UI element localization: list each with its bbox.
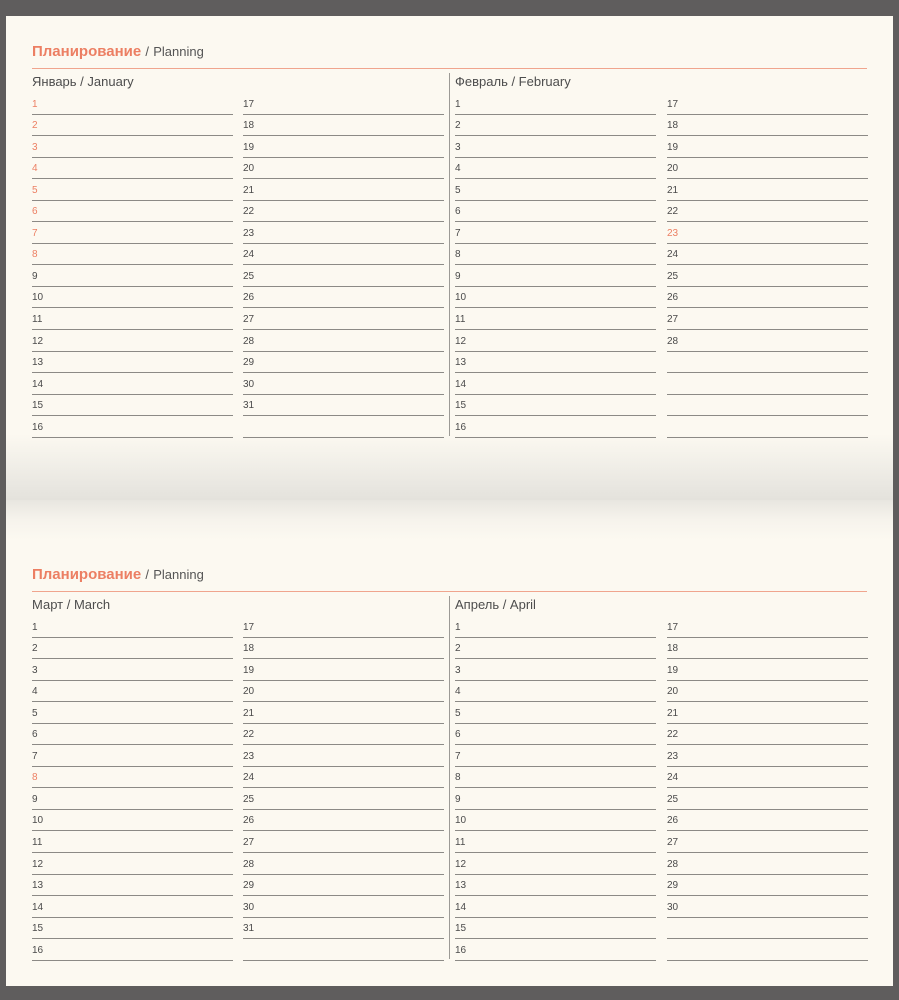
day-line: [667, 767, 868, 789]
day-number: 8: [32, 249, 38, 261]
month-label-march: Март / March: [32, 597, 111, 612]
day-line: [455, 201, 656, 223]
day-line: [667, 918, 868, 940]
day-line: [32, 616, 233, 638]
day-number: 6: [32, 729, 38, 741]
day-line: [243, 875, 444, 897]
january-days-17-31: [243, 93, 444, 438]
day-line: [243, 265, 444, 287]
day-line: [243, 896, 444, 918]
day-number: 13: [455, 880, 467, 892]
day-number: 20: [667, 163, 679, 175]
day-number: 9: [32, 270, 38, 282]
day-line: [667, 352, 868, 374]
day-number: 5: [455, 707, 461, 719]
day-number: 9: [455, 270, 461, 282]
day-line: [667, 244, 868, 266]
day-number: 8: [455, 249, 461, 261]
day-number: 16: [455, 944, 467, 956]
day-number: 28: [243, 335, 255, 347]
day-line: [667, 681, 868, 703]
day-number: 4: [455, 163, 461, 175]
day-line: [667, 810, 868, 832]
day-line: [32, 115, 233, 137]
day-number: 19: [243, 141, 255, 153]
day-line: [32, 244, 233, 266]
day-number: 31: [243, 400, 255, 412]
day-number: 12: [455, 858, 467, 870]
page-title: [32, 43, 204, 61]
february-days-17-28: [667, 93, 868, 438]
day-number: 14: [455, 901, 467, 913]
day-number: 14: [32, 378, 44, 390]
day-line: [667, 373, 868, 395]
day-number: 7: [455, 227, 461, 239]
day-line: [32, 93, 233, 115]
day-line: [243, 616, 444, 638]
day-number: 29: [243, 880, 255, 892]
day-number: 18: [243, 643, 255, 655]
day-line: [455, 158, 656, 180]
day-number: 11: [32, 837, 43, 849]
day-number: 18: [243, 120, 255, 132]
day-number: 23: [667, 227, 679, 239]
march-days-1-16: [32, 616, 233, 961]
day-line: [667, 222, 868, 244]
day-line: [243, 810, 444, 832]
day-line: [243, 308, 444, 330]
day-line: [667, 395, 868, 417]
day-line: [667, 265, 868, 287]
day-line: [455, 939, 656, 961]
day-line: [455, 115, 656, 137]
day-number: 13: [32, 357, 44, 369]
day-number: 15: [32, 923, 44, 935]
day-number: 3: [455, 141, 461, 153]
day-number: 25: [667, 270, 679, 282]
planning-spread: [6, 500, 893, 986]
day-number: 29: [243, 357, 255, 369]
day-number: 24: [667, 249, 679, 261]
day-number: 18: [667, 120, 679, 132]
day-number: 9: [455, 793, 461, 805]
day-line: [455, 373, 656, 395]
day-line: [455, 788, 656, 810]
day-line: [243, 93, 444, 115]
day-number: 27: [243, 314, 255, 326]
day-line: [243, 352, 444, 374]
day-line: [667, 201, 868, 223]
day-line: [243, 158, 444, 180]
page-title: [32, 566, 204, 584]
day-number: 6: [32, 206, 38, 218]
day-line: [32, 179, 233, 201]
day-number: 16: [32, 944, 44, 956]
day-line: [32, 918, 233, 940]
month-divider: [449, 73, 450, 436]
day-number: 3: [32, 664, 38, 676]
day-line: [32, 201, 233, 223]
day-line: [243, 918, 444, 940]
day-number: 1: [32, 621, 38, 633]
march-days-17-31: [243, 616, 444, 961]
day-number: 26: [667, 292, 679, 304]
day-number: 4: [32, 163, 38, 175]
day-number: 12: [455, 335, 467, 347]
day-line: [667, 416, 868, 438]
day-line: [455, 659, 656, 681]
title-separator: /: [145, 44, 150, 59]
month-label-february: Февраль / February: [455, 74, 571, 89]
day-number: 29: [667, 880, 679, 892]
day-number: 6: [455, 206, 461, 218]
day-number: 28: [667, 858, 679, 870]
day-number: 9: [32, 793, 38, 805]
day-line: [455, 702, 656, 724]
day-line: [243, 638, 444, 660]
planner-page-bottom: [6, 500, 893, 986]
day-number: 21: [667, 184, 679, 196]
day-line: [32, 416, 233, 438]
day-number: 15: [455, 923, 467, 935]
day-number: 2: [32, 120, 38, 132]
day-line: [32, 222, 233, 244]
day-number: 15: [455, 400, 467, 412]
day-number: 30: [243, 901, 255, 913]
day-line: [455, 831, 656, 853]
title-underline: [32, 68, 867, 69]
day-number: 15: [32, 400, 44, 412]
day-number: 16: [455, 421, 467, 433]
day-number: 3: [455, 664, 461, 676]
day-line: [243, 745, 444, 767]
day-number: 26: [243, 292, 255, 304]
day-line: [243, 179, 444, 201]
day-number: 21: [243, 184, 255, 196]
day-line: [667, 158, 868, 180]
day-line: [32, 308, 233, 330]
day-line: [32, 659, 233, 681]
day-line: [243, 330, 444, 352]
day-line: [243, 659, 444, 681]
day-line: [32, 875, 233, 897]
month-label-april: Апрель / April: [455, 597, 536, 612]
day-number: 7: [455, 750, 461, 762]
day-number: 3: [32, 141, 38, 153]
day-line: [667, 136, 868, 158]
day-line: [455, 395, 656, 417]
day-line: [243, 831, 444, 853]
day-number: 23: [243, 750, 255, 762]
day-line: [455, 681, 656, 703]
day-line: [32, 395, 233, 417]
day-line: [667, 616, 868, 638]
day-line: [455, 896, 656, 918]
day-line: [667, 93, 868, 115]
day-number: 18: [667, 643, 679, 655]
day-line: [455, 616, 656, 638]
day-line: [243, 416, 444, 438]
day-number: 10: [455, 292, 467, 304]
day-number: 27: [667, 314, 679, 326]
day-number: 22: [667, 206, 679, 218]
month-divider: [449, 596, 450, 959]
day-number: 6: [455, 729, 461, 741]
day-number: 8: [32, 772, 38, 784]
day-number: 10: [455, 815, 467, 827]
day-line: [455, 638, 656, 660]
day-line: [455, 265, 656, 287]
day-number: 17: [243, 98, 255, 110]
day-line: [455, 875, 656, 897]
day-number: 19: [243, 664, 255, 676]
day-number: 20: [243, 163, 255, 175]
day-number: 26: [667, 815, 679, 827]
day-line: [455, 853, 656, 875]
day-number: 30: [243, 378, 255, 390]
day-line: [32, 373, 233, 395]
day-number: 24: [667, 772, 679, 784]
day-line: [32, 896, 233, 918]
day-number: 23: [667, 750, 679, 762]
day-number: 19: [667, 664, 679, 676]
day-line: [32, 767, 233, 789]
day-line: [455, 767, 656, 789]
day-number: 1: [32, 98, 38, 110]
day-number: 22: [667, 729, 679, 741]
day-line: [667, 308, 868, 330]
day-number: 11: [455, 314, 466, 326]
day-number: 21: [243, 707, 255, 719]
day-line: [243, 136, 444, 158]
day-line: [243, 287, 444, 309]
title-separator: /: [145, 567, 150, 582]
day-number: 27: [243, 837, 255, 849]
day-number: 4: [32, 686, 38, 698]
day-number: 27: [667, 837, 679, 849]
day-number: 1: [455, 98, 461, 110]
day-number: 31: [243, 923, 255, 935]
day-line: [32, 939, 233, 961]
day-line: [32, 136, 233, 158]
day-line: [32, 724, 233, 746]
day-number: 7: [32, 750, 38, 762]
page-title-en: Planning: [153, 567, 204, 582]
day-line: [667, 875, 868, 897]
day-line: [667, 638, 868, 660]
day-number: 13: [455, 357, 467, 369]
day-line: [32, 638, 233, 660]
day-line: [667, 745, 868, 767]
day-number: 12: [32, 335, 44, 347]
day-line: [667, 939, 868, 961]
day-line: [667, 179, 868, 201]
day-number: 10: [32, 815, 44, 827]
day-line: [32, 352, 233, 374]
day-line: [667, 724, 868, 746]
planning-spread: [6, 16, 893, 500]
day-number: 22: [243, 206, 255, 218]
day-line: [455, 745, 656, 767]
day-number: 22: [243, 729, 255, 741]
day-line: [455, 308, 656, 330]
day-number: 25: [243, 270, 255, 282]
day-line: [455, 918, 656, 940]
day-number: 2: [455, 643, 461, 655]
day-number: 26: [243, 815, 255, 827]
day-line: [455, 724, 656, 746]
planner-page-top: [6, 16, 893, 500]
day-number: 17: [667, 621, 679, 633]
day-number: 17: [667, 98, 679, 110]
day-number: 8: [455, 772, 461, 784]
day-line: [667, 330, 868, 352]
day-line: [243, 788, 444, 810]
day-number: 20: [243, 686, 255, 698]
day-line: [667, 115, 868, 137]
day-line: [32, 330, 233, 352]
day-line: [243, 853, 444, 875]
day-line: [455, 352, 656, 374]
february-days-1-16: [455, 93, 656, 438]
day-line: [455, 244, 656, 266]
day-number: 4: [455, 686, 461, 698]
page-title-en: Planning: [153, 44, 204, 59]
day-number: 12: [32, 858, 44, 870]
day-number: 17: [243, 621, 255, 633]
day-line: [455, 416, 656, 438]
day-line: [667, 831, 868, 853]
april-days-1-16: [455, 616, 656, 961]
day-line: [667, 659, 868, 681]
day-number: 5: [32, 184, 38, 196]
day-number: 16: [32, 421, 44, 433]
day-number: 19: [667, 141, 679, 153]
day-number: 24: [243, 772, 255, 784]
day-number: 20: [667, 686, 679, 698]
day-number: 7: [32, 227, 38, 239]
day-line: [32, 287, 233, 309]
day-line: [243, 724, 444, 746]
day-number: 11: [455, 837, 466, 849]
day-number: 14: [455, 378, 467, 390]
day-line: [243, 115, 444, 137]
day-line: [32, 158, 233, 180]
day-number: 28: [243, 858, 255, 870]
day-line: [32, 831, 233, 853]
day-line: [243, 244, 444, 266]
day-number: 24: [243, 249, 255, 261]
day-line: [667, 287, 868, 309]
day-line: [667, 896, 868, 918]
day-line: [32, 265, 233, 287]
day-number: 5: [32, 707, 38, 719]
day-number: 2: [455, 120, 461, 132]
day-line: [243, 939, 444, 961]
page-title-ru: Планирование: [32, 43, 142, 60]
page-title-ru: Планирование: [32, 566, 142, 583]
day-line: [667, 853, 868, 875]
day-line: [455, 330, 656, 352]
day-number: 13: [32, 880, 44, 892]
day-line: [32, 681, 233, 703]
day-line: [32, 788, 233, 810]
day-line: [32, 702, 233, 724]
day-number: 2: [32, 643, 38, 655]
day-number: 5: [455, 184, 461, 196]
day-line: [243, 201, 444, 223]
title-underline: [32, 591, 867, 592]
day-line: [243, 395, 444, 417]
day-line: [667, 788, 868, 810]
day-line: [243, 767, 444, 789]
day-line: [243, 702, 444, 724]
day-number: 14: [32, 901, 44, 913]
day-line: [243, 681, 444, 703]
day-number: 28: [667, 335, 679, 347]
january-days-1-16: [32, 93, 233, 438]
day-line: [667, 702, 868, 724]
month-label-january: Январь / January: [32, 74, 134, 89]
day-number: 11: [32, 314, 43, 326]
day-line: [32, 853, 233, 875]
day-number: 30: [667, 901, 679, 913]
day-line: [455, 222, 656, 244]
day-line: [455, 287, 656, 309]
day-line: [455, 136, 656, 158]
day-number: 1: [455, 621, 461, 633]
day-number: 23: [243, 227, 255, 239]
day-number: 10: [32, 292, 44, 304]
day-number: 21: [667, 707, 679, 719]
day-number: 25: [243, 793, 255, 805]
day-line: [455, 179, 656, 201]
day-line: [243, 373, 444, 395]
april-days-17-30: [667, 616, 868, 961]
day-number: 25: [667, 793, 679, 805]
day-line: [32, 810, 233, 832]
day-line: [32, 745, 233, 767]
day-line: [455, 810, 656, 832]
day-line: [455, 93, 656, 115]
day-line: [243, 222, 444, 244]
